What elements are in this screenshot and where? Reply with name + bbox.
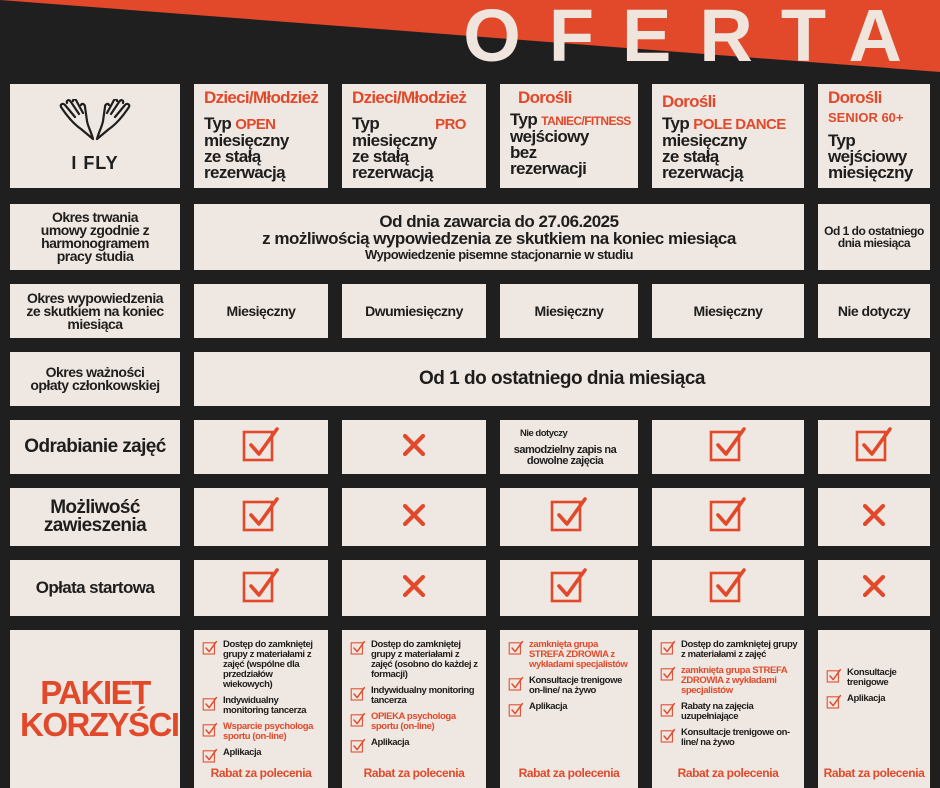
benefit-item <box>660 702 798 722</box>
pakiet-open <box>194 630 328 788</box>
benefit-item <box>350 738 409 754</box>
check-icon <box>660 702 676 718</box>
benefit-text: Rabaty na zajęcia uzupełniające <box>681 701 754 722</box>
check-icon <box>508 640 524 656</box>
check-icon <box>508 676 524 692</box>
column-type-name: SENIOR 60+ <box>828 110 904 125</box>
column-description: Typ OPEN miesięczny ze stałą rezerwacją <box>204 114 289 182</box>
check-icon <box>826 694 842 710</box>
benefit-item <box>350 712 480 732</box>
odrabianie-note-red: Nie dotyczy <box>520 427 568 439</box>
rabat-label: Rabat za polecenia <box>677 766 779 780</box>
benefit-text: Konsultacje trenigowe on-line/ na żywo <box>529 675 622 696</box>
benefit-item <box>826 668 924 688</box>
check-icon <box>708 566 748 611</box>
okres-wypowiedzenia-pro: Dwumiesięczny <box>342 284 486 338</box>
benefit-text: Konsultacje trenigowe on-line/ na żywo <box>681 727 790 748</box>
benefit-text: zamknięta grupa STREFA ZDROWIA z wykładami specjalistów <box>681 665 787 696</box>
benefit-text: Indywidualny monitoring tancerza <box>371 685 475 706</box>
benefit-item <box>660 666 798 696</box>
oplata-pole <box>652 560 804 616</box>
page-title: OFERTA <box>463 0 930 77</box>
pakiet-pro <box>342 630 486 788</box>
brand-name: I FLY <box>71 152 119 173</box>
benefit-text: Wsparcie psychologa sportu (on-line) <box>223 721 314 742</box>
odrabianie-note: samodzielny zapis na dowolne zajęcia <box>513 443 617 467</box>
check-icon <box>660 728 676 744</box>
cross-icon <box>399 430 429 465</box>
zawieszenie-pole <box>652 488 804 546</box>
check-icon <box>549 566 589 611</box>
check-icon <box>241 425 281 470</box>
okres-trwania-line2: z możliwością wypowiedzenia ze skutkiem na koniec miesiąca <box>262 228 736 248</box>
row-label-pakiet: PAKIET KORZYŚCI <box>10 630 180 788</box>
check-icon <box>854 425 894 470</box>
column-category: Dorośli <box>518 88 572 107</box>
okres-trwania-line3: Wypowiedzenie pisemne stacjonarnie w studiu <box>365 246 633 262</box>
zawieszenie-pro <box>342 488 486 546</box>
cross-icon <box>859 500 889 535</box>
cross-icon <box>859 571 889 606</box>
pakiet-senior <box>818 630 930 788</box>
column-header-open <box>194 84 328 188</box>
odrabianie-senior <box>818 420 930 474</box>
benefit-item <box>202 640 322 690</box>
benefit-item <box>508 702 567 718</box>
check-icon <box>708 495 748 540</box>
row-label-oplata: Opłata startowa <box>10 560 180 616</box>
zawieszenie-taniec <box>500 488 638 546</box>
column-description: Typ POLE DANCE miesięczny ze stałą rezerwacją <box>662 114 786 182</box>
benefit-text: Aplikacja <box>223 747 262 758</box>
okres-waznosci-value: Od 1 do ostatniego dnia miesiąca <box>194 352 930 406</box>
okres-wypowiedzenia-open: Miesięczny <box>194 284 328 338</box>
zawieszenie-senior <box>818 488 930 546</box>
oplata-open <box>194 560 328 616</box>
row-label-zawieszenie: Możliwość zawieszenia <box>10 488 180 546</box>
oplata-pro <box>342 560 486 616</box>
okres-trwania-value <box>194 204 804 270</box>
pakiet-pole <box>652 630 804 788</box>
rabat-label: Rabat za polecenia <box>363 766 465 780</box>
check-icon <box>202 640 218 656</box>
odrabianie-taniec <box>500 420 638 474</box>
benefit-text: Aplikacja <box>847 693 886 704</box>
benefit-item <box>660 640 798 660</box>
check-icon <box>350 640 366 656</box>
benefit-text: Konsultacje trenigowe <box>847 667 897 688</box>
benefit-item <box>202 696 322 716</box>
cross-icon <box>399 571 429 606</box>
benefit-text: zamknięta grupa STREFA ZDROWIA z wykładami specjalistów <box>529 639 628 670</box>
check-icon <box>241 495 281 540</box>
odrabianie-pro <box>342 420 486 474</box>
benefit-text: Dostęp do zamkniętej grupy z materiałami z zajęć (wspólne dla przedziałów wiekowych) <box>223 639 313 690</box>
check-icon <box>660 640 676 656</box>
benefit-text: Aplikacja <box>529 701 568 712</box>
benefit-text: Dostęp do zamkniętej grupy z materiałami z zajęć (osobno do każdej z formacji) <box>371 639 478 680</box>
column-header-senior <box>818 84 930 188</box>
rabat-label: Rabat za polecenia <box>823 766 925 780</box>
benefit-item <box>508 676 632 696</box>
benefit-item <box>350 686 480 706</box>
top-banner <box>0 0 940 80</box>
check-icon <box>350 686 366 702</box>
row-label-okres-wypowiedzenia: Okres wypowiedzenia ze skutkiem na koniec miesiąca <box>10 284 180 338</box>
column-header-pro <box>342 84 486 188</box>
column-category: Dorośli <box>828 88 882 107</box>
check-icon <box>549 495 589 540</box>
column-description: Typ wejściowy miesięczny <box>828 131 913 182</box>
cross-icon <box>399 500 429 535</box>
row-label-okres-waznosci: Okres ważności opłaty członkowskiej <box>10 352 180 406</box>
benefit-item <box>202 748 261 764</box>
benefit-item <box>508 640 632 670</box>
rabat-label: Rabat za polecenia <box>210 766 312 780</box>
check-icon <box>826 668 842 684</box>
benefit-text: Aplikacja <box>371 737 410 748</box>
check-icon <box>708 425 748 470</box>
benefit-item <box>660 728 798 748</box>
oplata-taniec <box>500 560 638 616</box>
rabat-label: Rabat za polecenia <box>518 766 620 780</box>
benefit-item <box>202 722 322 742</box>
column-category: Dzieci/Młodzież <box>352 88 467 107</box>
okres-wypowiedzenia-senior: Nie dotyczy <box>818 284 930 338</box>
benefit-item <box>350 640 480 680</box>
hands-logo-icon <box>55 99 135 145</box>
benefit-text: OPIEKA psychologa sportu (on-line) <box>371 711 456 732</box>
column-category: Dorośli <box>662 92 716 111</box>
check-icon <box>508 702 524 718</box>
odrabianie-pole <box>652 420 804 474</box>
column-description: Typ PRO miesięczny ze stałą rezerwacją <box>352 114 466 182</box>
column-category: Dzieci/Młodzież <box>204 88 319 107</box>
okres-trwania-senior: Od 1 do ostatniego dnia miesiąca <box>818 204 930 270</box>
benefit-text: Dostęp do zamkniętej grupy z materiałami z zajęć <box>681 639 798 660</box>
oplata-senior <box>818 560 930 616</box>
pakiet-taniec <box>500 630 638 788</box>
check-icon <box>350 738 366 754</box>
row-label-okres-trwania: Okres trwania umowy zgodnie z harmonogramem pracy studia <box>10 204 180 270</box>
check-icon <box>350 712 366 728</box>
column-description: Typ TANIEC/FITNESS wejściowy bez rezerwacji <box>510 110 631 178</box>
check-icon <box>202 696 218 712</box>
logo-cell <box>10 84 180 188</box>
row-label-odrabianie: Odrabianie zajęć <box>10 420 180 474</box>
odrabianie-open <box>194 420 328 474</box>
check-icon <box>202 748 218 764</box>
benefit-item <box>826 694 885 710</box>
okres-trwania-line1: Od dnia zawarcia do 27.06.2025 <box>379 211 619 231</box>
column-header-taniec <box>500 84 638 188</box>
column-header-pole-dance <box>652 84 804 188</box>
check-icon <box>660 666 676 682</box>
benefit-text: Indywidualny monitoring tancerza <box>223 695 307 716</box>
zawieszenie-open <box>194 488 328 546</box>
check-icon <box>202 722 218 738</box>
check-icon <box>241 566 281 611</box>
okres-wypowiedzenia-pole: Miesięczny <box>652 284 804 338</box>
okres-wypowiedzenia-taniec: Miesięczny <box>500 284 638 338</box>
